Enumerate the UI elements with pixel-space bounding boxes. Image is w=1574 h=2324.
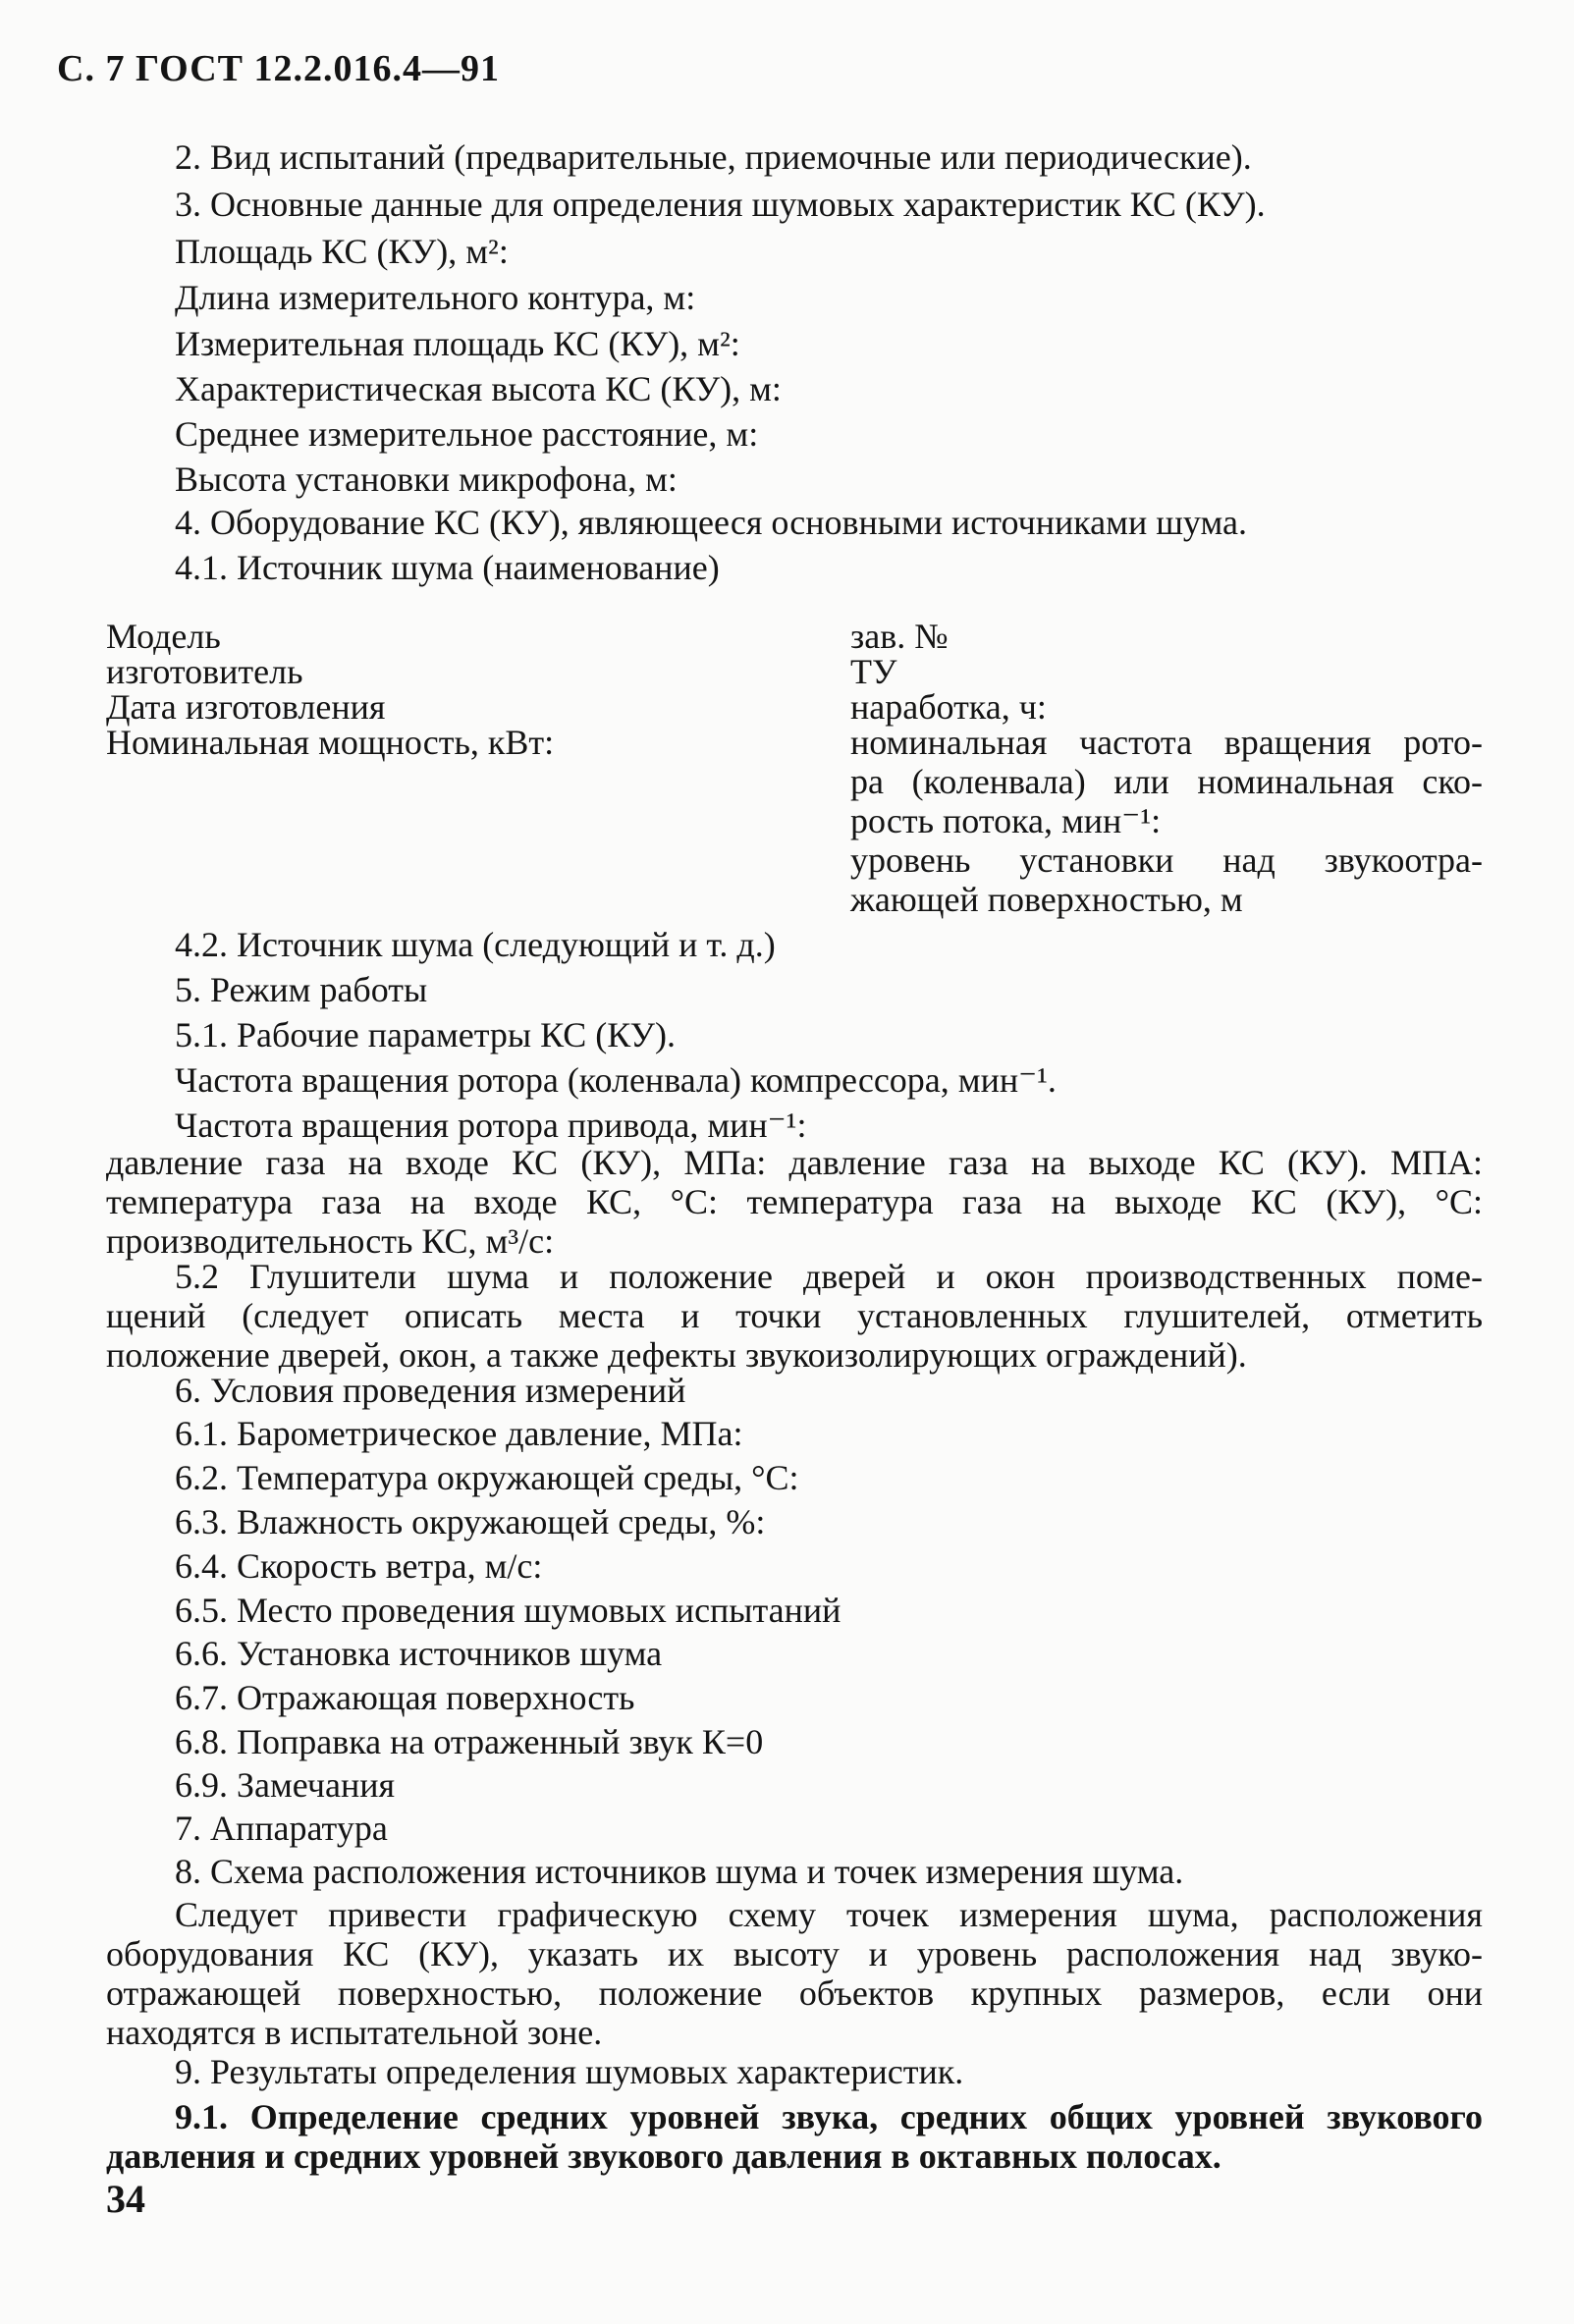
- source-rated-speed-line: рость потока, мин⁻¹:: [850, 801, 1162, 840]
- page-header: С. 7 ГОСТ 12.2.016.4—91: [57, 48, 500, 89]
- source-rated-speed-line: ра (коленвала) или номинальная ско-: [850, 762, 1483, 801]
- item-6-1-pressure: 6.1. Барометрическое давление, МПа:: [175, 1414, 743, 1453]
- scheme-paragraph: [106, 1895, 1483, 2052]
- paragraph-line: Следует привести графическую схему точек измерения шума, расположения: [175, 1895, 1483, 1934]
- source-rated-speed-label: [850, 723, 1483, 919]
- paragraph-line: положение дверей, окон, а также дефекты звукоизолирующих ограждений).: [106, 1335, 1247, 1375]
- field-drive-rpm: Частота вращения ротора привода, мин⁻¹:: [175, 1106, 807, 1145]
- source-manufacturer-label: изготовитель: [106, 652, 303, 691]
- item-6-2-temperature: 6.2. Температура окружающей среды, °С:: [175, 1458, 799, 1497]
- paragraph-line: давление газа на входе КС (КУ), МПа: давление газа на выходе КС (КУ). МПА:: [106, 1143, 1483, 1182]
- paragraph-line: производительность КС, м³/с:: [106, 1221, 555, 1261]
- field-compressor-rpm: Частота вращения ротора (коленвала) компрессора, мин⁻¹.: [175, 1060, 1057, 1100]
- field-measurement-area: Измерительная площадь КС (КУ), м²:: [175, 324, 740, 363]
- results-9-1-paragraph: [106, 2097, 1483, 2176]
- field-characteristic-height: Характеристическая высота КС (КУ), м:: [175, 369, 782, 408]
- source-date-label: Дата изготовления: [106, 687, 386, 727]
- item-6-6-installation: 6.6. Установка источников шума: [175, 1634, 663, 1673]
- item-4-2-next-source: 4.2. Источник шума (следующий и т. д.): [175, 925, 776, 964]
- source-model-label: Модель: [106, 617, 221, 656]
- paragraph-line: оборудования КС (КУ), указать их высоту и уровень расположения над звуко-: [106, 1934, 1483, 1973]
- item-6-4-wind: 6.4. Скорость ветра, м/с:: [175, 1546, 543, 1586]
- field-microphone-height: Высота установки микрофона, м:: [175, 459, 678, 499]
- item-6-7-reflecting-surface: 6.7. Отражающая поверхность: [175, 1678, 635, 1717]
- gas-parameters-paragraph: [106, 1143, 1483, 1261]
- item-4-equipment: 4. Оборудование КС (КУ), являющееся основными источниками шума.: [175, 503, 1247, 542]
- item-5-operating-mode: 5. Режим работы: [175, 970, 428, 1009]
- source-level-line: жающей поверхностью, м: [850, 880, 1243, 919]
- paragraph-line: находятся в испытательной зоне.: [106, 2013, 603, 2052]
- source-power-label: Номинальная мощность, кВт:: [106, 723, 555, 762]
- source-tu-label: ТУ: [850, 652, 897, 691]
- source-rated-speed-line: номинальная частота вращения рото-: [850, 723, 1483, 762]
- page-number: 34: [106, 2177, 145, 2221]
- item-4-1-noise-source: 4.1. Источник шума (наименование): [175, 548, 720, 587]
- paragraph-line: 5.2 Глушители шума и положение дверей и окон производственных поме-: [175, 1257, 1483, 1296]
- paragraph-line: 9.1. Определение средних уровней звука, средних общих уровней звукового: [175, 2097, 1483, 2136]
- item-3-basic-data: 3. Основные данные для определения шумовых характеристик КС (КУ).: [175, 185, 1266, 224]
- field-area: Площадь КС (КУ), м²:: [175, 232, 509, 271]
- paragraph-line: температура газа на входе КС, °С: температура газа на выходе КС (КУ), °С:: [106, 1182, 1483, 1221]
- item-6-5-location: 6.5. Место проведения шумовых испытаний: [175, 1591, 841, 1630]
- item-6-8-correction: 6.8. Поправка на отраженный звук К=0: [175, 1722, 764, 1761]
- paragraph-line: щений (следует описать места и точки установленных глушителей, отметить: [106, 1296, 1483, 1335]
- item-6-conditions: 6. Условия проведения измерений: [175, 1371, 686, 1410]
- source-level-line: уровень установки над звукоотра-: [850, 840, 1483, 880]
- item-2-test-type: 2. Вид испытаний (предварительные, приемочные или периодические).: [175, 137, 1252, 177]
- item-6-9-remarks: 6.9. Замечания: [175, 1765, 396, 1805]
- paragraph-line: давления и средних уровней звукового давления в октавных полосах.: [106, 2136, 1221, 2176]
- item-6-3-humidity: 6.3. Влажность окружающей среды, %:: [175, 1502, 766, 1541]
- source-serial-label: зав. №: [850, 617, 949, 656]
- source-operating-hours-label: наработка, ч:: [850, 687, 1047, 727]
- field-contour-length: Длина измерительного контура, м:: [175, 278, 696, 317]
- item-7-equipment: 7. Аппаратура: [175, 1809, 388, 1848]
- item-8-layout-scheme: 8. Схема расположения источников шума и точек измерения шума.: [175, 1852, 1184, 1891]
- field-average-distance: Среднее измерительное расстояние, м:: [175, 414, 759, 454]
- paragraph-line: отражающей поверхностью, положение объектов крупных размеров, если они: [106, 1973, 1483, 2013]
- mufflers-paragraph: [106, 1257, 1483, 1375]
- item-9-results: 9. Результаты определения шумовых характеристик.: [175, 2052, 964, 2091]
- item-5-1-parameters: 5.1. Рабочие параметры КС (КУ).: [175, 1015, 676, 1054]
